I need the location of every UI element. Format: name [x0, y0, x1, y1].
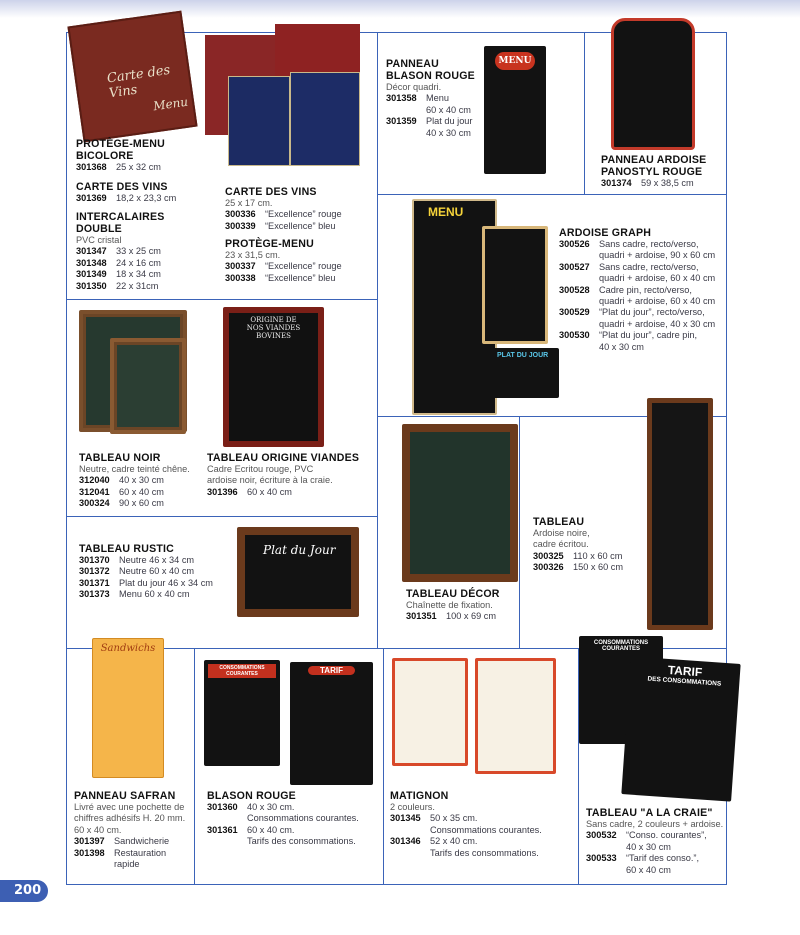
reference-code: 301360 [207, 802, 238, 812]
reference-code: 301347 [76, 246, 107, 257]
product-tableau-noir [79, 452, 219, 510]
reference-row [76, 269, 216, 280]
reference-code: 301346 [390, 836, 421, 847]
product-protege-menu-bicolore [76, 138, 216, 173]
reference-code: 301398 [74, 847, 105, 858]
product-title: CARTE DES VINS [76, 181, 168, 193]
reference-text: 22 x 31cm [116, 280, 159, 291]
craie-large [621, 656, 740, 801]
reference-row [76, 246, 216, 257]
reference-text: Neutre 60 x 40 cm [119, 566, 195, 577]
reference-text: “Excellence” rouge [265, 209, 342, 220]
reference-row [225, 209, 375, 220]
craie-des-conso-label: DES CONSOMMATIONS [647, 675, 722, 688]
reference-code: 300530 [559, 330, 590, 341]
product-description: 25 x 17 cm. [225, 198, 273, 208]
product-title: PANNEAU ARDOISE PANOSTYL ROUGE [601, 154, 707, 178]
reference-code: 300529 [559, 307, 590, 318]
reference-row [79, 498, 219, 509]
product-title: TABLEAU NOIR [79, 452, 161, 464]
reference-row [533, 551, 653, 562]
reference-text: 33 x 25 cm [116, 246, 161, 257]
reference-code: 300324 [79, 498, 110, 509]
origine-board [223, 307, 324, 447]
product-tableau-craie [586, 807, 746, 876]
product-carte-vins-a [76, 181, 216, 204]
reference-text: “Excellence” bleu [265, 272, 336, 283]
reference-code: 301372 [79, 566, 110, 577]
product-title: PANNEAU BLASON ROUGE [386, 58, 475, 82]
reference-code: 301374 [601, 178, 632, 188]
product-description: Neutre, cadre teinté chêne. [79, 464, 190, 474]
reference-row [79, 555, 249, 566]
reference-text: Cadre pin, recto/verso, quadri + ardoise, 60 x 40 cm [599, 284, 716, 307]
matignon-large [475, 658, 556, 774]
reference-text: 18 x 34 cm [116, 269, 161, 280]
reference-code: 301370 [79, 555, 110, 565]
reference-text: 110 x 60 cm [573, 550, 623, 561]
product-description: 2 couleurs. [390, 802, 435, 812]
reference-text: 60 x 40 cm. Tarifs des consommations. [247, 824, 356, 847]
reference-code: 301351 [406, 611, 437, 622]
tarif-badge: TARIF [308, 666, 355, 675]
safran-board [92, 638, 164, 778]
menu-cover-photo [67, 11, 197, 143]
product-title: TABLEAU "A LA CRAIE" [586, 807, 713, 819]
product-protege-menu [225, 238, 375, 284]
reference-code: 300533 [586, 853, 617, 864]
reference-text: Restauration rapide [114, 847, 167, 870]
reference-text: Sans cadre, recto/verso, quadri + ardoise, 90 x 60 cm [599, 239, 716, 261]
menu-graph-label: MENU [428, 205, 464, 219]
reference-text: 40 x 30 cm. Consommations courantes. [247, 802, 359, 824]
reference-code: 300339 [225, 220, 256, 231]
reference-code: 301359 [386, 116, 417, 127]
reference-text: Menu 60 x 40 cm [119, 589, 190, 600]
conso-courantes-badge: CONSOMMATIONS COURANTES [208, 664, 276, 678]
craie-tarif-label: TARIF [667, 662, 703, 680]
product-blason-rouge [207, 790, 377, 848]
reference-text: 59 x 38,5 cm [641, 178, 694, 188]
reference-row [79, 578, 249, 589]
reference-row [601, 178, 731, 189]
reference-text: 90 x 60 cm [119, 498, 164, 509]
reference-text: “Plat du jour”, recto/verso, quadri + ardoise, 40 x 30 cm [599, 307, 716, 329]
reference-text: Plat du jour 40 x 30 cm [426, 116, 473, 138]
product-tableau [533, 516, 653, 574]
matignon-small [392, 658, 468, 766]
top-band [0, 0, 800, 18]
reference-text: Sans cadre, recto/verso, quadri + ardoise, 60 x 40 cm [599, 261, 716, 284]
product-title: MATIGNON [390, 790, 449, 802]
rustic-board [237, 527, 359, 617]
reference-row [586, 853, 746, 876]
reference-code: 301358 [386, 93, 417, 104]
craie-conso-label: CONSOMMATIONS COURANTES [593, 640, 649, 652]
reference-code: 300527 [559, 261, 590, 272]
panostyl-board [611, 18, 695, 150]
product-panneau-safran [74, 790, 196, 870]
reference-row [559, 239, 729, 262]
reference-text: 40 x 30 cm [119, 475, 164, 486]
blason-board [484, 46, 546, 174]
reference-row [79, 475, 219, 486]
reference-row [386, 93, 486, 116]
reference-code: 301396 [207, 486, 238, 497]
reference-row [76, 281, 216, 292]
reference-row [79, 589, 249, 600]
product-carte-vins-b [225, 186, 375, 232]
product-ardoise-graph [559, 227, 729, 353]
product-title: PROTÈGE-MENU BICOLORE [76, 138, 165, 162]
reference-row [76, 258, 216, 269]
reference-text: 50 x 35 cm. Consommations courantes. [430, 813, 542, 835]
product-title: TABLEAU ORIGINE VIANDES [207, 452, 360, 464]
reference-code: 300326 [533, 562, 564, 573]
ardoise-plat-du-jour [491, 348, 559, 398]
reference-row [225, 273, 375, 284]
reference-row [225, 221, 375, 232]
reference-code: 312041 [79, 486, 110, 497]
blue-vins-cover [228, 76, 290, 166]
reference-code: 301348 [76, 257, 107, 268]
reference-text: “Plat du jour”, cadre pin, 40 x 30 cm [599, 330, 698, 352]
reference-row [559, 307, 729, 330]
reference-text: “Excellence” rouge [265, 261, 342, 272]
reference-code: 301350 [76, 280, 107, 291]
reference-row [74, 836, 196, 847]
reference-row [74, 848, 196, 871]
tableau-tall [647, 398, 713, 630]
product-title: BLASON ROUGE [207, 790, 296, 802]
product-title: ARDOISE GRAPH [559, 227, 652, 239]
reference-text: Sandwicherie [114, 836, 170, 847]
product-description: Sans cadre, 2 couleurs + ardoise. [586, 819, 724, 829]
product-description: PVC cristal [76, 235, 122, 245]
reference-code: 300528 [559, 284, 590, 295]
reference-code: 301349 [76, 269, 107, 280]
reference-text: 52 x 40 cm. Tarifs des consommations. [430, 836, 539, 858]
carte-des-vins-script: Carte des Vins [106, 62, 172, 102]
product-matignon [390, 790, 560, 859]
reference-code: 300532 [586, 830, 617, 841]
reference-code: 301361 [207, 824, 238, 835]
reference-code: 300526 [559, 239, 590, 249]
reference-row [79, 566, 249, 577]
reference-row [559, 262, 729, 285]
reference-row [386, 116, 486, 139]
reference-text: “Tarif des conso.”, 60 x 40 cm [626, 853, 700, 875]
product-description: Chaînette de fixation. [406, 600, 493, 610]
reference-code: 301397 [74, 836, 105, 847]
product-title: INTERCALAIRES DOUBLE [76, 211, 165, 235]
reference-code: 301368 [76, 162, 107, 172]
decor-board [402, 424, 518, 582]
ardoise-pin-frame [482, 226, 548, 344]
reference-row [406, 611, 526, 622]
reference-text: 60 x 40 cm [247, 486, 292, 497]
sandwichs-label: Sandwichs [100, 643, 156, 654]
product-title: TABLEAU RUSTIC [79, 543, 174, 555]
product-description: 23 x 31,5 cm. [225, 250, 281, 260]
reference-row [207, 802, 377, 825]
product-title: CARTE DES VINS [225, 186, 317, 198]
reference-text: 24 x 16 cm [116, 257, 161, 268]
reference-text: Menu 60 x 40 cm [426, 93, 471, 115]
product-tableau-rustic [79, 543, 249, 601]
reference-row [390, 813, 560, 836]
product-title: PANNEAU SAFRAN [74, 790, 176, 802]
reference-text: “Conso. courantes”, 40 x 30 cm [626, 830, 707, 852]
reference-row [390, 836, 560, 859]
reference-code: 301371 [79, 577, 110, 588]
menu-script: Menu [152, 94, 189, 114]
reference-row [79, 487, 219, 498]
reference-row [586, 830, 746, 853]
reference-row [76, 193, 216, 204]
page-number: 200 [0, 880, 48, 902]
plat-du-jour-script: Plat du Jour [263, 543, 336, 557]
plat-jour-graph-label: PLAT DU JOUR [497, 352, 549, 359]
reference-code: 301373 [79, 589, 110, 600]
reference-text: 60 x 40 cm [119, 486, 164, 497]
reference-text: 150 x 60 cm [573, 562, 624, 573]
reference-code: 300338 [225, 272, 256, 283]
product-description: Ardoise noire, cadre écritou. [533, 528, 590, 550]
reference-text: Plat du jour 46 x 34 cm [119, 577, 213, 588]
reference-text: Neutre 46 x 34 cm [119, 555, 195, 565]
reference-row [533, 562, 653, 573]
reference-text: 18,2 x 23,3 cm [116, 193, 177, 203]
product-title: TABLEAU [533, 516, 585, 528]
product-description: Cadre Ecritou rouge, PVC ardoise noir, écriture à la craie. [207, 464, 333, 486]
reference-text: 100 x 69 cm [446, 611, 497, 622]
reference-row [207, 825, 377, 848]
reference-code: 301369 [76, 193, 107, 203]
product-description: Livré avec une pochette de chiffres adhésifs H. 20 mm. 60 x 40 cm. [74, 802, 186, 835]
reference-code: 301345 [390, 813, 421, 824]
product-intercalaires [76, 211, 216, 292]
product-title: PROTÈGE-MENU [225, 238, 314, 250]
blason-rouge-large [290, 662, 373, 785]
origine-title: ORIGINE DE NOS VIANDES BOVINES [246, 316, 301, 340]
reference-row [225, 261, 375, 272]
reference-row [76, 162, 216, 173]
menu-badge: MENU [495, 52, 535, 70]
blue-menu-cover [290, 72, 360, 166]
product-tableau-decor [406, 588, 526, 623]
product-panneau-ardoise [601, 154, 731, 189]
reference-text: “Excellence” bleu [265, 220, 336, 231]
product-description: Décor quadri. [386, 82, 442, 92]
product-panneau-blason [386, 58, 486, 139]
blason-rouge-small [204, 660, 280, 766]
reference-row [559, 330, 729, 353]
reference-text: 25 x 32 cm [116, 162, 161, 172]
product-tableau-origine [207, 452, 377, 498]
product-title: TABLEAU DÉCOR [406, 588, 500, 600]
reference-code: 300336 [225, 209, 256, 220]
tableau-noir-small [110, 338, 186, 434]
reference-row [207, 487, 377, 498]
reference-code: 300325 [533, 550, 564, 561]
reference-code: 312040 [79, 475, 110, 486]
reference-row [559, 285, 729, 308]
reference-code: 300337 [225, 261, 256, 272]
